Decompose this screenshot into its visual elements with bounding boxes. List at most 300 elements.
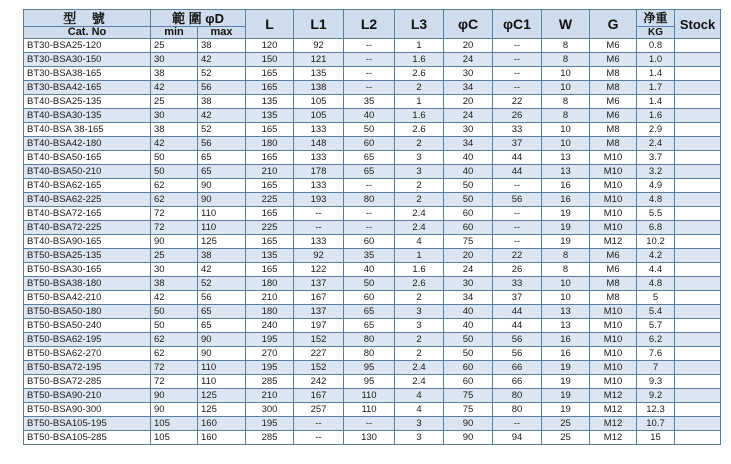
cell-L: 165	[246, 179, 294, 193]
cell-G: M12	[590, 235, 637, 249]
cell-C1: 44	[493, 165, 542, 179]
cell-C: 60	[444, 207, 493, 221]
header-C: φC	[444, 10, 493, 39]
header-W: W	[542, 10, 590, 39]
cell-stock	[675, 375, 721, 389]
cell-W: 13	[542, 319, 590, 333]
cell-L1: 122	[294, 263, 344, 277]
table-row	[24, 263, 721, 277]
cell-cat-no: BT50-BSA38-180	[24, 277, 151, 291]
cell-L3: 1.6	[395, 263, 444, 277]
cell-range-min: 72	[151, 221, 198, 235]
cell-G: M10	[590, 221, 637, 235]
cell-G: M8	[590, 81, 637, 95]
cell-C1: 37	[493, 137, 542, 151]
cell-L1: 138	[294, 81, 344, 95]
cell-range-max: 42	[198, 109, 246, 123]
cell-range-min: 50	[151, 305, 198, 319]
cell-L1: 92	[294, 39, 344, 53]
table-header	[24, 10, 721, 39]
cell-cat-no: BT30-BSA25-120	[24, 39, 151, 53]
cell-C1: 22	[493, 249, 542, 263]
cell-L: 165	[246, 151, 294, 165]
cell-range-max: 110	[198, 361, 246, 375]
cell-G: M12	[590, 431, 637, 445]
cell-range-min: 30	[151, 109, 198, 123]
cell-G: M6	[590, 109, 637, 123]
cell-cat-no: BT50-BSA90-210	[24, 389, 151, 403]
cell-L: 165	[246, 81, 294, 95]
cell-L1: 152	[294, 361, 344, 375]
cell-C: 20	[444, 249, 493, 263]
header-range-min: min	[151, 27, 198, 39]
cell-L: 150	[246, 53, 294, 67]
cell-weight: 3.7	[637, 151, 675, 165]
cell-range-min: 105	[151, 417, 198, 431]
cell-L3: 1.6	[395, 53, 444, 67]
cell-C: 34	[444, 291, 493, 305]
cell-L1: 121	[294, 53, 344, 67]
cell-L2: 40	[344, 109, 395, 123]
cell-C: 30	[444, 67, 493, 81]
cell-W: 10	[542, 291, 590, 305]
cell-L3: 2	[395, 179, 444, 193]
cell-range-max: 90	[198, 333, 246, 347]
cell-weight: 3.2	[637, 165, 675, 179]
cell-stock	[675, 235, 721, 249]
cell-weight: 1.7	[637, 81, 675, 95]
cell-G: M12	[590, 403, 637, 417]
cell-W: 19	[542, 207, 590, 221]
header-weight-unit: KG	[637, 27, 675, 39]
cell-L: 225	[246, 221, 294, 235]
cell-L1: 167	[294, 389, 344, 403]
cell-C1: --	[493, 53, 542, 67]
cell-W: 10	[542, 81, 590, 95]
table-row	[24, 347, 721, 361]
header-cat-cn: 型 號	[24, 10, 151, 27]
cell-L1: 148	[294, 137, 344, 151]
cell-L2: 60	[344, 137, 395, 151]
cell-L2: --	[344, 53, 395, 67]
cell-L: 180	[246, 277, 294, 291]
cell-L1: --	[294, 431, 344, 445]
cell-cat-no: BT50-BSA25-135	[24, 249, 151, 263]
cell-range-min: 72	[151, 375, 198, 389]
cell-cat-no: BT40-BSA62-225	[24, 193, 151, 207]
cell-C1: 56	[493, 333, 542, 347]
cell-G: M10	[590, 151, 637, 165]
cell-G: M8	[590, 123, 637, 137]
cell-W: 13	[542, 305, 590, 319]
cell-range-max: 52	[198, 67, 246, 81]
cell-L: 195	[246, 417, 294, 431]
cell-stock	[675, 207, 721, 221]
cell-W: 19	[542, 221, 590, 235]
cell-L2: 110	[344, 389, 395, 403]
cell-W: 16	[542, 347, 590, 361]
table-row	[24, 137, 721, 151]
cell-weight: 12.3	[637, 403, 675, 417]
cell-stock	[675, 193, 721, 207]
cell-stock	[675, 291, 721, 305]
cell-C: 40	[444, 319, 493, 333]
cell-range-max: 160	[198, 417, 246, 431]
cell-L1: 135	[294, 67, 344, 81]
cell-cat-no: BT50-BSA72-285	[24, 375, 151, 389]
table-row	[24, 333, 721, 347]
table-row	[24, 81, 721, 95]
cell-weight: 5	[637, 291, 675, 305]
cell-L1: 133	[294, 151, 344, 165]
cell-L3: 3	[395, 151, 444, 165]
cell-range-max: 125	[198, 389, 246, 403]
cell-L: 135	[246, 249, 294, 263]
cell-weight: 7.6	[637, 347, 675, 361]
cell-C1: 94	[493, 431, 542, 445]
cell-cat-no: BT50-BSA42-210	[24, 291, 151, 305]
cell-G: M10	[590, 319, 637, 333]
cell-cat-no: BT40-BSA 38-165	[24, 123, 151, 137]
cell-L: 285	[246, 431, 294, 445]
cell-L3: 2.4	[395, 375, 444, 389]
cell-range-min: 25	[151, 39, 198, 53]
cell-cat-no: BT30-BSA38-165	[24, 67, 151, 81]
cell-L3: 3	[395, 165, 444, 179]
cell-range-max: 38	[198, 249, 246, 263]
cell-stock	[675, 221, 721, 235]
cell-L: 165	[246, 263, 294, 277]
cell-range-max: 110	[198, 221, 246, 235]
cell-cat-no: BT50-BSA30-165	[24, 263, 151, 277]
cell-W: 8	[542, 109, 590, 123]
cell-L1: 257	[294, 403, 344, 417]
cell-range-min: 90	[151, 389, 198, 403]
cell-G: M6	[590, 263, 637, 277]
cell-G: M10	[590, 347, 637, 361]
cell-L: 210	[246, 165, 294, 179]
cell-range-min: 62	[151, 179, 198, 193]
cell-stock	[675, 277, 721, 291]
cell-L2: 130	[344, 431, 395, 445]
cell-C: 20	[444, 39, 493, 53]
cell-W: 8	[542, 249, 590, 263]
cell-G: M10	[590, 193, 637, 207]
cell-C: 50	[444, 179, 493, 193]
table-row	[24, 319, 721, 333]
cell-range-max: 42	[198, 263, 246, 277]
cell-C: 40	[444, 151, 493, 165]
cell-L2: 35	[344, 95, 395, 109]
cell-L2: 50	[344, 277, 395, 291]
cell-range-max: 56	[198, 291, 246, 305]
table-row	[24, 277, 721, 291]
cell-C1: --	[493, 207, 542, 221]
cell-L1: 152	[294, 333, 344, 347]
cell-stock	[675, 109, 721, 123]
cell-L3: 4	[395, 389, 444, 403]
table-row	[24, 221, 721, 235]
cell-L: 300	[246, 403, 294, 417]
cell-range-min: 105	[151, 431, 198, 445]
cell-range-min: 50	[151, 319, 198, 333]
cell-C1: 33	[493, 277, 542, 291]
cell-L1: 242	[294, 375, 344, 389]
cell-C: 40	[444, 165, 493, 179]
cell-L1: 167	[294, 291, 344, 305]
cell-cat-no: BT40-BSA50-210	[24, 165, 151, 179]
cell-L3: 2	[395, 347, 444, 361]
cell-C1: 66	[493, 361, 542, 375]
cell-L3: 2	[395, 333, 444, 347]
table-row	[24, 389, 721, 403]
cell-range-min: 90	[151, 403, 198, 417]
table-row	[24, 165, 721, 179]
cell-range-max: 52	[198, 123, 246, 137]
table-body	[24, 39, 721, 445]
cell-range-min: 38	[151, 277, 198, 291]
header-L1: L1	[294, 10, 344, 39]
cell-L2: 95	[344, 375, 395, 389]
cell-G: M6	[590, 53, 637, 67]
cell-stock	[675, 403, 721, 417]
cell-cat-no: BT50-BSA62-195	[24, 333, 151, 347]
cell-L: 165	[246, 207, 294, 221]
cell-W: 8	[542, 53, 590, 67]
cell-range-min: 25	[151, 249, 198, 263]
cell-stock	[675, 361, 721, 375]
cell-C: 50	[444, 193, 493, 207]
cell-C1: --	[493, 81, 542, 95]
header-C1: φC1	[493, 10, 542, 39]
cell-range-max: 125	[198, 235, 246, 249]
cell-L3: 1	[395, 249, 444, 263]
cell-L2: 60	[344, 291, 395, 305]
cell-C: 30	[444, 277, 493, 291]
cell-L1: 178	[294, 165, 344, 179]
cell-W: 10	[542, 123, 590, 137]
cell-range-max: 65	[198, 151, 246, 165]
cell-L3: 2	[395, 137, 444, 151]
cell-range-max: 56	[198, 137, 246, 151]
cell-G: M10	[590, 165, 637, 179]
cell-L2: 50	[344, 123, 395, 137]
cell-L1: --	[294, 417, 344, 431]
cell-weight: 4.4	[637, 263, 675, 277]
cell-range-max: 38	[198, 39, 246, 53]
cell-range-min: 30	[151, 263, 198, 277]
cell-stock	[675, 249, 721, 263]
cell-L2: 80	[344, 333, 395, 347]
cell-C: 75	[444, 389, 493, 403]
cell-range-min: 72	[151, 361, 198, 375]
cell-L3: 2	[395, 193, 444, 207]
cell-stock	[675, 305, 721, 319]
cell-W: 8	[542, 263, 590, 277]
cell-range-max: 125	[198, 403, 246, 417]
cell-cat-no: BT50-BSA90-300	[24, 403, 151, 417]
cell-L3: 1	[395, 39, 444, 53]
header-L2: L2	[344, 10, 395, 39]
cell-range-max: 90	[198, 347, 246, 361]
cell-cat-no: BT40-BSA25-135	[24, 95, 151, 109]
cell-C1: 44	[493, 305, 542, 319]
cell-G: M6	[590, 39, 637, 53]
cell-L1: 133	[294, 179, 344, 193]
cell-range-min: 25	[151, 95, 198, 109]
cell-W: 19	[542, 235, 590, 249]
table-row	[24, 403, 721, 417]
table-row	[24, 361, 721, 375]
cell-L3: 2.4	[395, 207, 444, 221]
cell-G: M10	[590, 207, 637, 221]
cell-L3: 2	[395, 291, 444, 305]
cell-L: 210	[246, 389, 294, 403]
cell-C: 24	[444, 53, 493, 67]
cell-C: 60	[444, 221, 493, 235]
cell-L2: 65	[344, 151, 395, 165]
cell-L: 165	[246, 123, 294, 137]
cell-L1: 197	[294, 319, 344, 333]
cell-C: 75	[444, 403, 493, 417]
cell-L: 225	[246, 193, 294, 207]
cell-W: 16	[542, 333, 590, 347]
cell-stock	[675, 417, 721, 431]
cell-cat-no: BT40-BSA50-165	[24, 151, 151, 165]
cell-cat-no: BT40-BSA42-180	[24, 137, 151, 151]
cell-C1: --	[493, 221, 542, 235]
header-cat-en: Cat. No	[24, 27, 151, 39]
cell-stock	[675, 319, 721, 333]
cell-L: 270	[246, 347, 294, 361]
cell-stock	[675, 165, 721, 179]
table-row	[24, 431, 721, 445]
cell-L1: 105	[294, 95, 344, 109]
table-row	[24, 249, 721, 263]
cell-L1: 105	[294, 109, 344, 123]
cell-L1: 133	[294, 235, 344, 249]
cell-cat-no: BT50-BSA105-195	[24, 417, 151, 431]
cell-cat-no: BT50-BSA50-240	[24, 319, 151, 333]
cell-weight: 7	[637, 361, 675, 375]
cell-C: 34	[444, 81, 493, 95]
cell-C1: --	[493, 179, 542, 193]
cell-G: M8	[590, 291, 637, 305]
cell-L2: 40	[344, 263, 395, 277]
cell-range-max: 56	[198, 81, 246, 95]
cell-L: 285	[246, 375, 294, 389]
table-row	[24, 67, 721, 81]
cell-C: 75	[444, 235, 493, 249]
header-range: 範 圍 φD	[151, 10, 246, 27]
cell-L: 135	[246, 109, 294, 123]
cell-weight: 1.0	[637, 53, 675, 67]
cell-cat-no: BT50-BSA72-195	[24, 361, 151, 375]
cell-G: M8	[590, 277, 637, 291]
cell-L: 135	[246, 95, 294, 109]
cell-C: 24	[444, 109, 493, 123]
cell-weight: 0.8	[637, 39, 675, 53]
cell-C: 60	[444, 375, 493, 389]
cell-L1: 92	[294, 249, 344, 263]
cell-L: 120	[246, 39, 294, 53]
table-row	[24, 53, 721, 67]
cell-L: 195	[246, 361, 294, 375]
header-L3: L3	[395, 10, 444, 39]
cell-range-min: 42	[151, 137, 198, 151]
cell-L3: 3	[395, 319, 444, 333]
cell-L: 195	[246, 333, 294, 347]
cell-weight: 15	[637, 431, 675, 445]
cell-cat-no: BT40-BSA72-225	[24, 221, 151, 235]
cell-weight: 10.7	[637, 417, 675, 431]
cell-L3: 1.6	[395, 109, 444, 123]
cell-G: M12	[590, 389, 637, 403]
table-row	[24, 235, 721, 249]
table-row	[24, 109, 721, 123]
cell-weight: 5.4	[637, 305, 675, 319]
cell-G: M8	[590, 67, 637, 81]
cell-L3: 4	[395, 403, 444, 417]
header-L: L	[246, 10, 294, 39]
cell-range-max: 110	[198, 207, 246, 221]
table-row	[24, 291, 721, 305]
cell-L2: 65	[344, 165, 395, 179]
cell-L2: 95	[344, 361, 395, 375]
cell-L3: 1	[395, 95, 444, 109]
cell-W: 10	[542, 277, 590, 291]
cell-weight: 4.2	[637, 249, 675, 263]
cell-C: 24	[444, 263, 493, 277]
cell-G: M6	[590, 249, 637, 263]
cell-cat-no: BT50-BSA62-270	[24, 347, 151, 361]
cell-weight: 1.4	[637, 95, 675, 109]
cell-G: M8	[590, 137, 637, 151]
cell-L2: 60	[344, 235, 395, 249]
cell-L: 240	[246, 319, 294, 333]
cell-C1: 44	[493, 151, 542, 165]
cell-C1: --	[493, 67, 542, 81]
cell-C1: 66	[493, 375, 542, 389]
cell-stock	[675, 53, 721, 67]
cell-W: 16	[542, 179, 590, 193]
cell-weight: 10.2	[637, 235, 675, 249]
cell-C1: 56	[493, 193, 542, 207]
cell-L2: 65	[344, 319, 395, 333]
cell-W: 13	[542, 151, 590, 165]
cell-L: 210	[246, 291, 294, 305]
cell-L: 180	[246, 137, 294, 151]
cell-L3: 2	[395, 81, 444, 95]
cell-C: 40	[444, 305, 493, 319]
cell-L2: 35	[344, 249, 395, 263]
cell-L: 165	[246, 235, 294, 249]
cell-L2: --	[344, 67, 395, 81]
cell-weight: 1.4	[637, 67, 675, 81]
cell-stock	[675, 263, 721, 277]
cell-cat-no: BT40-BSA90-165	[24, 235, 151, 249]
cell-range-min: 42	[151, 81, 198, 95]
cell-C1: 37	[493, 291, 542, 305]
cell-C1: 80	[493, 403, 542, 417]
cell-range-max: 52	[198, 277, 246, 291]
spec-table	[23, 9, 721, 445]
cell-W: 19	[542, 375, 590, 389]
cell-L2: 80	[344, 193, 395, 207]
cell-C1: 56	[493, 347, 542, 361]
cell-G: M10	[590, 375, 637, 389]
cell-range-max: 90	[198, 179, 246, 193]
